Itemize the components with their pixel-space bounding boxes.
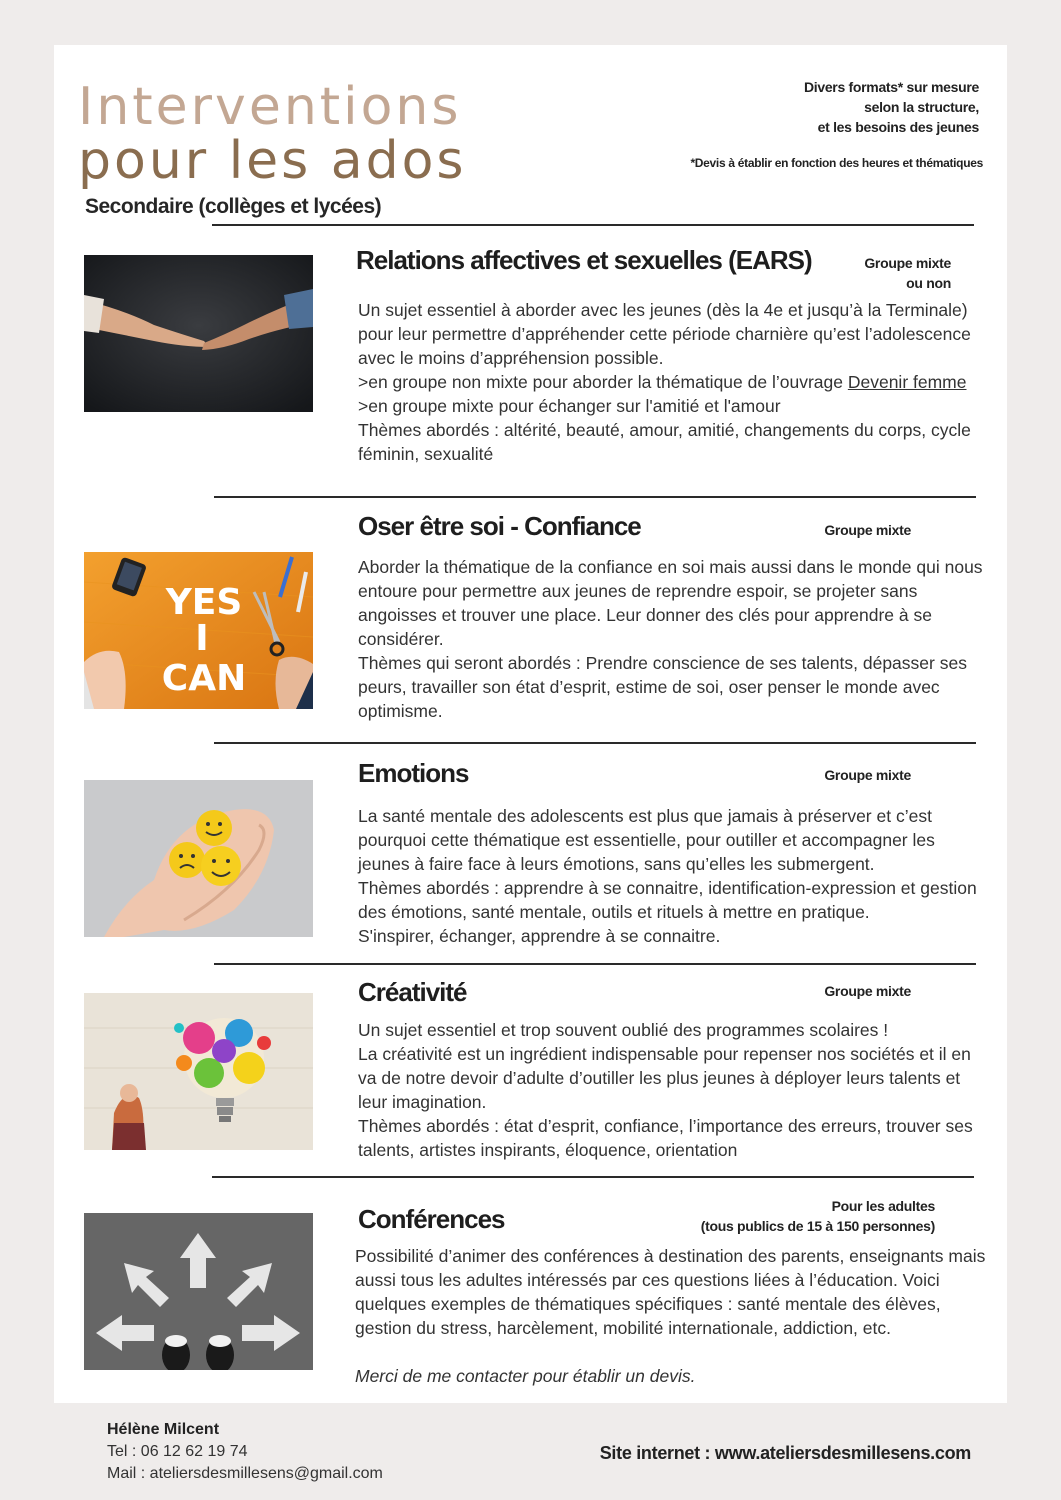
section-title-conferences: Conférences <box>358 1204 505 1234</box>
photo-text-can: CAN <box>161 658 247 699</box>
group-line-1: Groupe mixte <box>864 255 951 271</box>
paragraph: S'inspirer, échanger, apprendre à se connaitre. <box>358 926 721 946</box>
formats-line-1: Divers formats* sur mesure <box>803 79 979 95</box>
photo-hands-reaching <box>84 255 313 412</box>
page-subtitle: Secondaire (collèges et lycées) <box>85 195 382 218</box>
book-link-devenir-femme[interactable]: Devenir femme <box>847 372 967 392</box>
group-label-confiance <box>824 520 911 540</box>
paragraph: Possibilité d’animer des conférences à destination des parents, enseignants mais aussi tous les adultes intéressés par ces questions liées à l’éducation. Voici quelques exemples de thématiques spécifiques : santé mentale des élèves, gestion du stress, harcèlement, mobilité internationale, addiction, etc. <box>355 1246 986 1338</box>
section-title-ears: Relations affectives et sexuelles (EARS) <box>356 245 812 275</box>
section-body-emotions <box>358 804 988 948</box>
divider-2 <box>214 496 976 498</box>
section-title-emotions: Emotions <box>358 758 469 788</box>
contact-call-to-action: Merci de me contacter pour établir un devis. <box>355 1366 696 1386</box>
photo-emotion-smileys <box>84 780 313 937</box>
paragraph: Un sujet essentiel à aborder avec les jeunes (dès la 4e et jusqu’à la Terminale) pour leur permettre d’appréhender cette période charnière qu’est l’adolescence avec le moins d’appréhension possible. <box>358 300 971 368</box>
photo-text-yes: YES <box>165 582 243 623</box>
paragraph: Thèmes abordés : apprendre à se connaitre, identification-expression et gestion des émotions, santé mentale, outils et rituels à mettre en pratique. <box>358 878 977 922</box>
group-line-1: Groupe mixte <box>824 983 911 999</box>
photo-creative-bulb <box>84 993 313 1150</box>
devis-note: *Devis à établir en fonction des heures et thématiques <box>690 156 983 170</box>
formats-line-2: selon la structure, <box>864 99 979 115</box>
group-line-1: Groupe mixte <box>824 767 911 783</box>
group-label-creativite <box>824 981 911 1001</box>
photo-arrows-crossroads <box>84 1213 313 1370</box>
footer-name: Hélène Milcent <box>107 1421 220 1438</box>
group-line-1: Groupe mixte <box>824 522 911 538</box>
page-title <box>78 77 467 191</box>
photo-text-i: I <box>195 618 209 659</box>
paragraph: Un sujet essentiel et trop souvent oublié des programmes scolaires ! <box>358 1020 889 1040</box>
divider-1 <box>212 224 974 226</box>
paragraph: Aborder la thématique de la confiance en soi mais aussi dans le monde qui nous entoure pour permettre aux jeunes de reprendre espoir, se projeter sans angoisses et trouver une place. Leur donner des clés pour apprendre à se considérer. <box>358 557 983 649</box>
divider-3 <box>214 742 976 744</box>
section-body-ears <box>358 298 988 466</box>
paragraph <box>355 1340 995 1364</box>
group-line-1: Pour les adultes <box>831 1198 935 1214</box>
title-line-1: Interventions <box>78 77 462 137</box>
paragraph: Thèmes abordés : état d’esprit, confiance, l’importance des erreurs, trouver ses talents, artistes inspirants, éloquence, orientation <box>358 1116 973 1160</box>
group-line-2: ou non <box>906 275 951 291</box>
paragraph: >en groupe mixte pour échanger sur l'amitié et l'amour <box>358 396 781 416</box>
footer-phone[interactable]: Tel : 06 12 62 19 74 <box>107 1443 248 1460</box>
footer-email[interactable]: Mail : ateliersdesmillesens@gmail.com <box>107 1465 383 1482</box>
group-line-2: (tous publics de 15 à 150 personnes) <box>700 1218 935 1234</box>
section-title-creativite: Créativité <box>358 977 467 1007</box>
paragraph: La créativité est un ingrédient indispensable pour repenser nos sociétés et il en va de notre devoir d’adulte d’outiller les plus jeunes à déployer leurs talents et leur imagination. <box>358 1044 971 1112</box>
paragraph: Thèmes qui seront abordés : Prendre conscience de ses talents, dépasser ses peurs, travailler son état d’esprit, estime de soi, oser penser le monde avec optimisme. <box>358 653 967 721</box>
paragraph-prefix: >en groupe non mixte pour aborder la thématique de l’ouvrage <box>358 372 848 392</box>
formats-note <box>804 77 979 137</box>
group-label-conferences <box>701 1196 935 1236</box>
divider-4 <box>214 963 976 965</box>
photo-yes-i-can <box>84 552 313 709</box>
section-body-confiance <box>358 555 988 723</box>
section-title-confiance: Oser être soi - Confiance <box>358 511 641 541</box>
section-body-conferences <box>355 1244 995 1388</box>
divider-5 <box>212 1176 974 1178</box>
section-body-creativite <box>358 1018 988 1162</box>
formats-line-3: et les besoins des jeunes <box>817 119 979 135</box>
paragraph <box>358 370 988 394</box>
group-label-ears <box>864 253 951 293</box>
paragraph: La santé mentale des adolescents est plus que jamais à préserver et c’est pourquoi cette thématique est essentielle, pour outiller et accompagner les jeunes à faire face à leurs émotions, sans qu’elles les submergent. <box>358 806 935 874</box>
group-label-emotions <box>824 765 911 785</box>
paragraph: Thèmes abordés : altérité, beauté, amour, amitié, changements du corps, cycle féminin, sexualité <box>358 420 971 464</box>
footer-website[interactable]: Site internet : www.ateliersdesmillesens.com <box>599 1443 971 1463</box>
title-line-2: pour les ados <box>78 131 467 191</box>
